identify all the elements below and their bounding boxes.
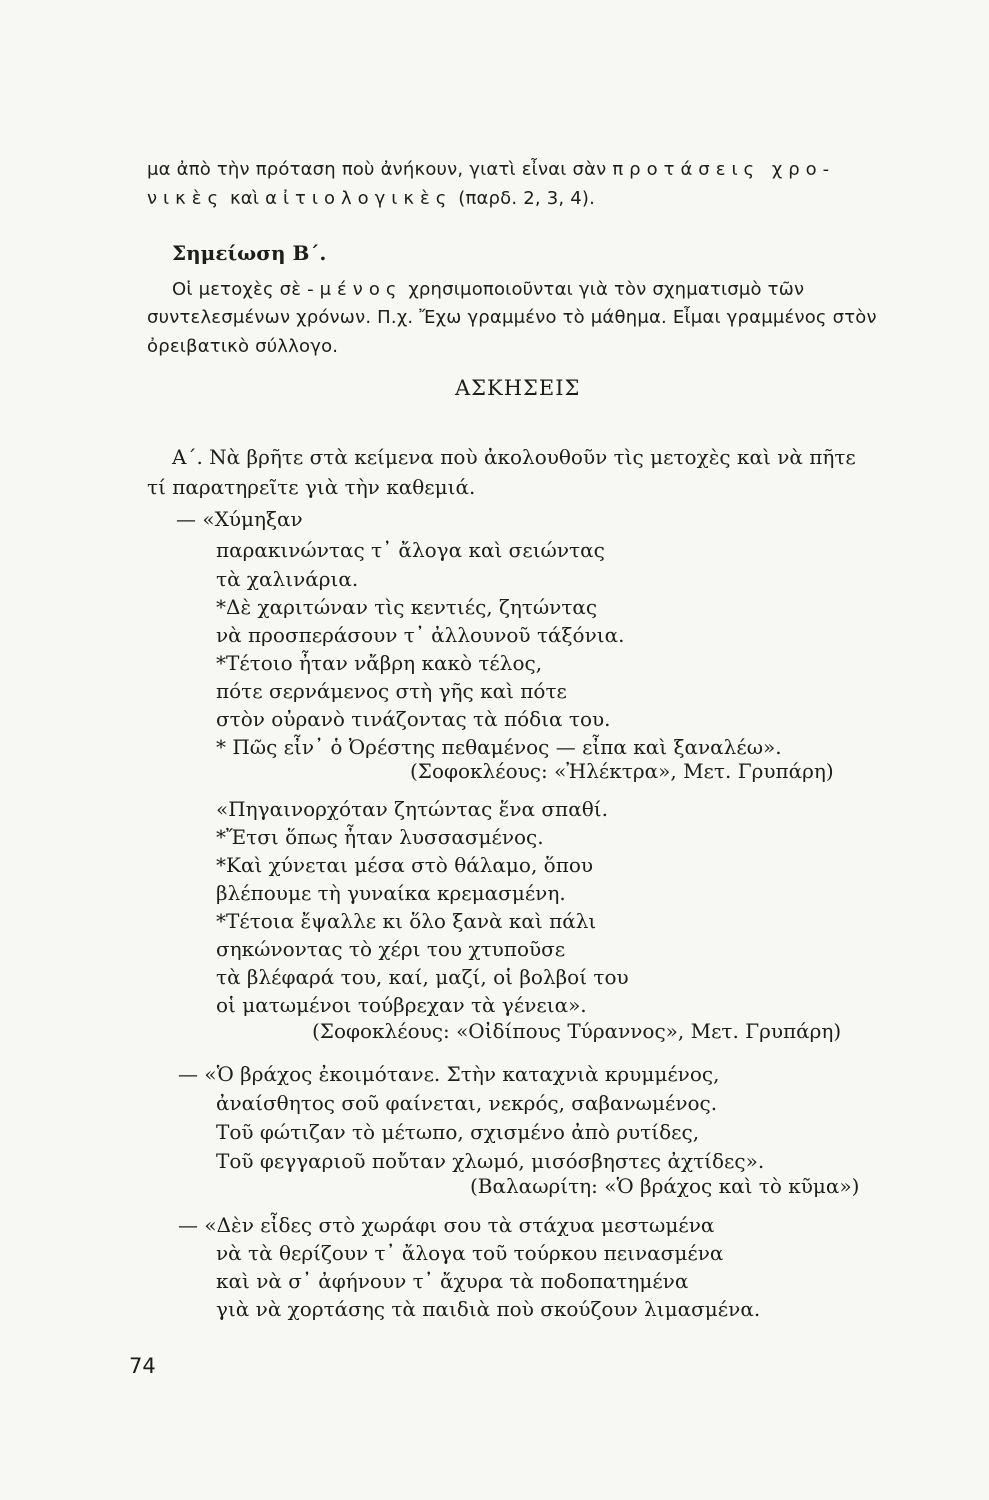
emphasized-term: αἰτιολογικὲς bbox=[265, 188, 453, 209]
verse-line: παρακινώντας τ᾽ ἄλογα καὶ σειώντας bbox=[216, 538, 605, 562]
verse-line: στὸν οὐρανὸ τινάζοντας τὰ πόδια του. bbox=[216, 707, 611, 731]
verse-line: καὶ νὰ σ᾽ ἀφήνουν τ᾽ ἄχυρα τὰ ποδοπατημένα bbox=[216, 1269, 689, 1293]
verse-line: — «Δὲν εἶδες στὸ χωράφι σου τὰ στάχυα μεστωμένα bbox=[178, 1213, 715, 1237]
note-line-2: συντελεσμένων χρόνων. Π.χ. Ἔχω γραμμένο τὸ μάθημα. Εἶμαι γραμμένος στὸν bbox=[147, 307, 877, 328]
verse-line: *Τέτοιο ἦταν νἄβρη κακὸ τέλος, bbox=[216, 651, 543, 675]
exercise-line-1: Α΄. Νὰ βρῆτε στὰ κείμενα ποὺ ἀκολουθοῦν τὶς μετοχὲς καὶ νὰ πῆτε bbox=[172, 445, 856, 469]
intro-line-1 bbox=[147, 161, 835, 179]
verse-line: — «Χύμηξαν bbox=[176, 507, 303, 531]
verse-line: τὰ βλέφαρά του, καί, μαζί, οἱ βολβοί του bbox=[216, 965, 629, 989]
note-line-1 bbox=[172, 281, 804, 299]
verse-line: νὰ τὰ θερίζουν τ᾽ ἄλογα τοῦ τούρκου πεινασμένα bbox=[216, 1241, 724, 1265]
source-citation: (Σοφοκλέους: «Ἠλέκτρα», Μετ. Γρυπάρη) bbox=[410, 759, 834, 783]
verse-line: «Πηγαινορχόταν ζητώντας ἕνα σπαθί. bbox=[216, 797, 608, 821]
verse-line: — «Ὁ βράχος ἐκοιμότανε. Στὴν καταχνιὰ κρυμμένος, bbox=[178, 1062, 720, 1086]
emphasized-term: προτάσεις χρο- bbox=[612, 159, 836, 180]
intro-line-2 bbox=[147, 190, 595, 208]
verse-line: σηκώνοντας τὸ χέρι του χτυποῦσε bbox=[216, 937, 566, 961]
intro-text: μα ἀπὸ τὴν πρόταση ποὺ ἀνήκουν, γιατὶ εἶναι σὰν bbox=[147, 159, 613, 180]
verse-line: γιὰ νὰ χορτάσης τὰ παιδιὰ ποὺ σκούζουν λιμασμένα. bbox=[216, 1297, 761, 1321]
verse-line: οἱ ματωμένοι τούβρεχαν τὰ γένεια». bbox=[216, 993, 587, 1017]
page-number: 74 bbox=[129, 1354, 156, 1378]
source-citation: (Βαλαωρίτη: «Ὁ βράχος καὶ τὸ κῦμα») bbox=[470, 1174, 860, 1198]
verse-line: Τοῦ φώτιζαν τὸ μέτωπο, σχισμένο ἀπὸ ρυτίδες, bbox=[216, 1120, 700, 1144]
verse-line: * Πῶς εἶν᾽ ὁ Ὀρέστης πεθαμένος — εἶπα καὶ ξαναλέω». bbox=[216, 735, 782, 759]
verse-line: *Δὲ χαριτώναν τὶς κεντιές, ζητώντας bbox=[216, 595, 598, 619]
verse-line: πότε σερνάμενος στὴ γῆς καὶ πότε bbox=[216, 679, 567, 703]
source-citation: (Σοφοκλέους: «Οἰδίπους Τύραννος», Μετ. Γρυπάρη) bbox=[312, 1019, 842, 1043]
verse-line: *Τέτοια ἔψαλλε κι ὅλο ξανὰ καὶ πάλι bbox=[216, 909, 597, 933]
note-line-3: ὀρειβατικὸ σύλλογο. bbox=[147, 336, 339, 357]
section-title: ΑΣΚΗΣΕΙΣ bbox=[455, 376, 581, 400]
note-text: Οἱ μετοχὲς σὲ bbox=[172, 279, 308, 300]
note-text: χρησιμοποιοῦνται γιὰ τὸν σχηματισμὸ τῶν bbox=[402, 279, 805, 300]
emphasized-term: -μένος bbox=[307, 279, 403, 300]
verse-line: βλέπουμε τὴ γυναίκα κρεμασμένη. bbox=[216, 881, 566, 905]
emphasized-term: νικὲς bbox=[147, 188, 225, 209]
intro-text: καὶ bbox=[224, 188, 266, 209]
verse-line: *Ἔτσι ὅπως ἦταν λυσσασμένος. bbox=[216, 825, 544, 849]
exercise-line-2: τί παρατηρεῖτε γιὰ τὴν καθεμιά. bbox=[147, 475, 476, 499]
note-heading: Σημείωση Β΄. bbox=[172, 241, 327, 265]
verse-line: *Καὶ χύνεται μέσα στὸ θάλαμο, ὅπου bbox=[216, 853, 594, 877]
verse-line: νὰ προσπεράσουν τ᾽ ἀλλουνοῦ τάξόνια. bbox=[216, 623, 625, 647]
verse-line: τὰ χαλινάρια. bbox=[216, 567, 359, 591]
verse-line: ἀναίσθητος σοῦ φαίνεται, νεκρός, σαβανωμένος. bbox=[216, 1091, 718, 1115]
verse-line: Τοῦ φεγγαριοῦ ποὔταν χλωμό, μισόσβηστες ἀχτίδες». bbox=[216, 1149, 765, 1173]
intro-text: (παρδ. 2, 3, 4). bbox=[452, 188, 596, 209]
